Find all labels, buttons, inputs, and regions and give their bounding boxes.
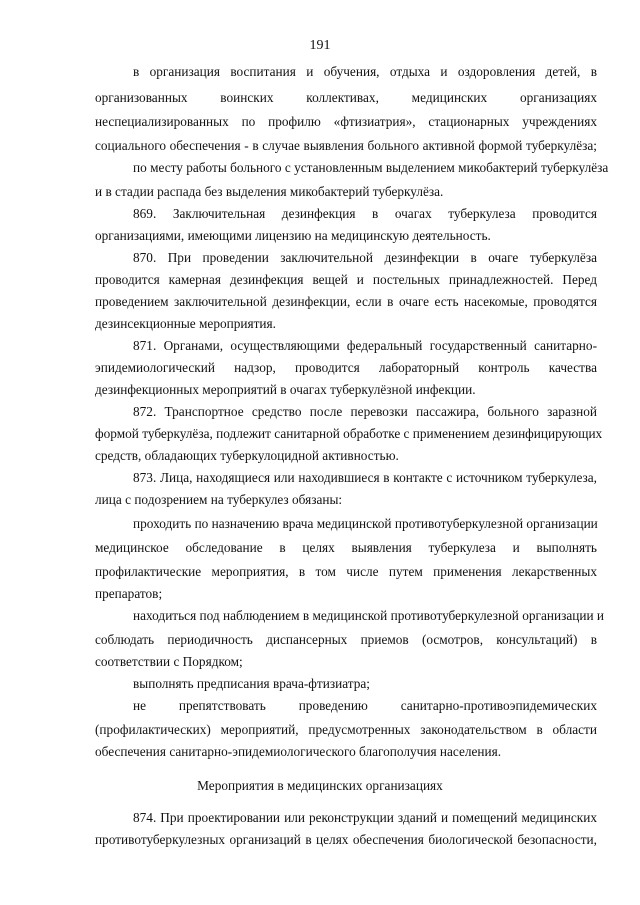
text-line: организациями, имеющими лицензию на медицинскую деятельность. (95, 228, 491, 243)
text-line: обеспечения санитарно-эпидемиологического благополучия населения. (95, 744, 502, 759)
section-heading: Мероприятия в медицинских организациях (197, 778, 443, 793)
text-line: по месту работы больного с установленным выделением микобактерий туберкулёза (133, 160, 609, 175)
text-line: в организация воспитания и обучения, отдыха и оздоровления детей, в (133, 64, 597, 79)
text-line: формой туберкулёза, подлежит санитарной обработке с применением дезинфицирующих (95, 426, 603, 441)
text-line: неспециализированных по профилю «фтизиатрия», стационарных учреждениях (95, 114, 597, 129)
text-line: профилактические мероприятия, в том числе путем применения лекарственных (95, 564, 597, 579)
text-line: 873. Лица, находящиеся или находившиеся в контакте с источником туберкулеза, (133, 470, 597, 485)
text-line: соблюдать периодичность диспансерных приемов (осмотров, консультаций) в (95, 632, 597, 647)
text-line: и в стадии распада без выделения микобактерий туберкулёза. (95, 184, 444, 199)
text-line: проводится камерная дезинфекция вещей и постельных принадлежностей. Перед (95, 272, 597, 287)
text-line: лица с подозрением на туберкулез обязаны: (95, 492, 343, 507)
text-line: противотуберкулезных организаций в целях обеспечения биологической безопасности, (95, 832, 597, 847)
text-line: проходить по назначению врача медицинской противотуберкулезной организации (133, 516, 598, 531)
text-line: дезинфекционных мероприятий в очагах туберкулёзной инфекции. (95, 382, 476, 397)
text-line: не препятствовать проведению санитарно-противоэпидемических (133, 698, 597, 713)
text-line: 872. Транспортное средство после перевозки пассажира, больного заразной (133, 404, 597, 419)
text-line: находиться под наблюдением в медицинской противотуберкулезной организации и (133, 608, 605, 623)
text-line: эпидемиологический надзор, проводится лабораторный контроль качества (95, 360, 597, 375)
text-line: проведением заключительной дезинфекции, если в очаге есть насекомые, проводятся (95, 294, 597, 309)
text-line: соответствии с Порядком; (95, 654, 243, 669)
text-line: препаратов; (95, 586, 163, 601)
text-line: 874. При проектировании или реконструкции зданий и помещений медицинских (133, 810, 597, 825)
text-line: организованных воинских коллективах, медицинских организациях (95, 90, 597, 105)
text-line: 869. Заключительная дезинфекция в очагах туберкулеза проводится (133, 206, 597, 221)
page-number: 191 (309, 38, 331, 53)
text-line: медицинское обследование в целях выявления туберкулеза и выполнять (95, 540, 597, 555)
text-line: средств, обладающих туберкулоцидной активностью. (95, 448, 399, 463)
text-line: выполнять предписания врача-фтизиатра; (133, 676, 370, 691)
text-line: (профилактических) мероприятий, предусмотренных законодательством в области (95, 722, 597, 737)
text-line: дезинсекционные мероприятия. (95, 316, 276, 331)
text-line: 871. Органами, осуществляющими федеральный государственный санитарно- (133, 338, 597, 353)
text-line: 870. При проведении заключительной дезинфекции в очаге туберкулёза (133, 250, 597, 265)
text-line: социального обеспечения - в случае выявления больного активной формой туберкулёза; (95, 138, 597, 153)
